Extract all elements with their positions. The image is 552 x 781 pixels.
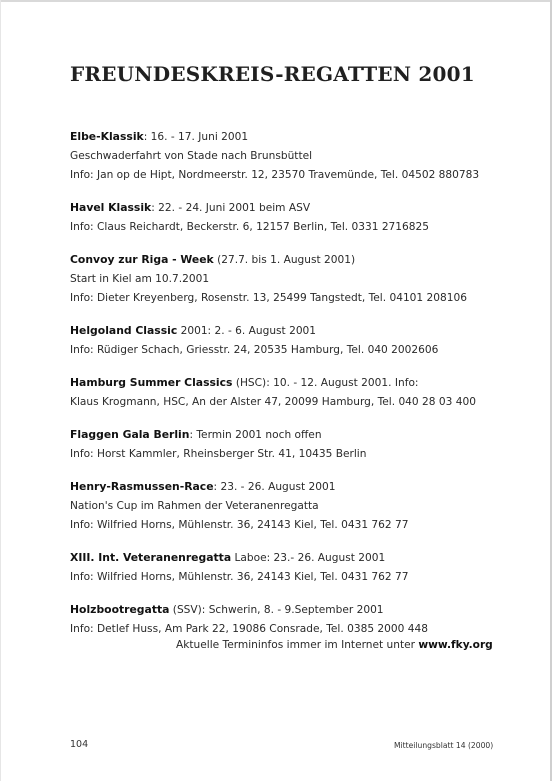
event-entry bbox=[70, 373, 510, 412]
event-detail-line: Info: Horst Kammler, Rheinsberger Str. 41, 10435 Berlin bbox=[70, 448, 367, 460]
event-detail-line: Info: Wilfried Horns, Mühlenstr. 36, 24143 Kiel, Tel. 0431 762 77 bbox=[70, 519, 409, 531]
event-entry bbox=[70, 600, 510, 639]
event-entry bbox=[70, 321, 510, 360]
scan-edge-left bbox=[0, 0, 1, 781]
event-date: : Termin 2001 noch offen bbox=[189, 429, 322, 441]
event-date: (SSV): Schwerin, 8. - 9.September 2001 bbox=[169, 604, 384, 616]
event-detail-line: Nation's Cup im Rahmen der Veteranenregatta bbox=[70, 500, 319, 512]
event-date: : 23. - 26. August 2001 bbox=[213, 481, 336, 493]
event-date: (27.7. bis 1. August 2001) bbox=[213, 254, 356, 266]
event-heading-line bbox=[70, 600, 510, 620]
event-heading-line bbox=[70, 373, 510, 393]
scan-edge-top bbox=[0, 0, 552, 2]
event-date: Laboe: 23.- 26. August 2001 bbox=[231, 552, 386, 564]
event-name: Hamburg Summer Classics bbox=[70, 376, 233, 389]
event-entry bbox=[70, 250, 510, 308]
event-detail-line: Info: Jan op de Hipt, Nordmeerstr. 12, 23570 Travemünde, Tel. 04502 880783 bbox=[70, 169, 480, 181]
event-list bbox=[70, 127, 510, 652]
event-detail-line: Info: Dieter Kreyenberg, Rosenstr. 13, 25499 Tangstedt, Tel. 04101 208106 bbox=[70, 292, 467, 304]
event-heading-line bbox=[70, 425, 510, 445]
event-name: XIII. Int. Veteranenregatta bbox=[70, 551, 232, 564]
event-name: Convoy zur Riga - Week bbox=[70, 253, 214, 266]
event-detail-line: Start in Kiel am 10.7.2001 bbox=[70, 273, 210, 285]
event-entry bbox=[70, 425, 510, 464]
event-name: Flaggen Gala Berlin bbox=[70, 428, 190, 441]
event-name: Henry-Rasmussen-Race bbox=[70, 480, 214, 493]
event-detail-line: Geschwaderfahrt von Stade nach Brunsbüttel bbox=[70, 150, 313, 162]
event-detail-line: Info: Rüdiger Schach, Griesstr. 24, 20535 Hamburg, Tel. 040 2002606 bbox=[70, 344, 439, 356]
event-heading-line bbox=[70, 127, 510, 147]
event-entry bbox=[70, 548, 510, 587]
footer-note-text: Aktuelle Termininfos immer im Internet unter bbox=[176, 639, 419, 651]
event-date: : 22. - 24. Juni 2001 beim ASV bbox=[151, 202, 311, 214]
event-date: : 16. - 17. Juni 2001 bbox=[143, 131, 249, 143]
event-name: Holzbootregatta bbox=[70, 603, 170, 616]
event-entry bbox=[70, 477, 510, 535]
footer-note bbox=[176, 639, 493, 651]
event-detail-line: Klaus Krogmann, HSC, An der Alster 47, 20099 Hamburg, Tel. 040 28 03 400 bbox=[70, 396, 476, 408]
event-heading-line bbox=[70, 548, 510, 568]
journal-reference: Mitteilungsblatt 14 (2000) bbox=[394, 741, 494, 750]
event-detail-line: Info: Wilfried Horns, Mühlenstr. 36, 24143 Kiel, Tel. 0431 762 77 bbox=[70, 571, 409, 583]
page-title: FREUNDESKREIS-REGATTEN 2001 bbox=[70, 62, 475, 86]
event-detail-line: Info: Detlef Huss, Am Park 22, 19086 Consrade, Tel. 0385 2000 448 bbox=[70, 623, 428, 635]
event-entry bbox=[70, 198, 510, 237]
event-date: (HSC): 10. - 12. August 2001. Info: bbox=[232, 377, 419, 389]
event-date: 2001: 2. - 6. August 2001 bbox=[177, 325, 317, 337]
website-link[interactable]: www.fky.org bbox=[418, 639, 493, 651]
event-heading-line bbox=[70, 198, 510, 218]
event-entry bbox=[70, 127, 510, 185]
event-heading-line bbox=[70, 321, 510, 341]
event-detail-line: Info: Claus Reichardt, Beckerstr. 6, 12157 Berlin, Tel. 0331 2716825 bbox=[70, 221, 430, 233]
event-heading-line bbox=[70, 477, 510, 497]
event-name: Elbe-Klassik bbox=[70, 130, 144, 143]
event-name: Havel Klassik bbox=[70, 201, 152, 214]
page-number: 104 bbox=[70, 739, 89, 750]
event-name: Helgoland Classic bbox=[70, 324, 178, 337]
event-heading-line bbox=[70, 250, 510, 270]
